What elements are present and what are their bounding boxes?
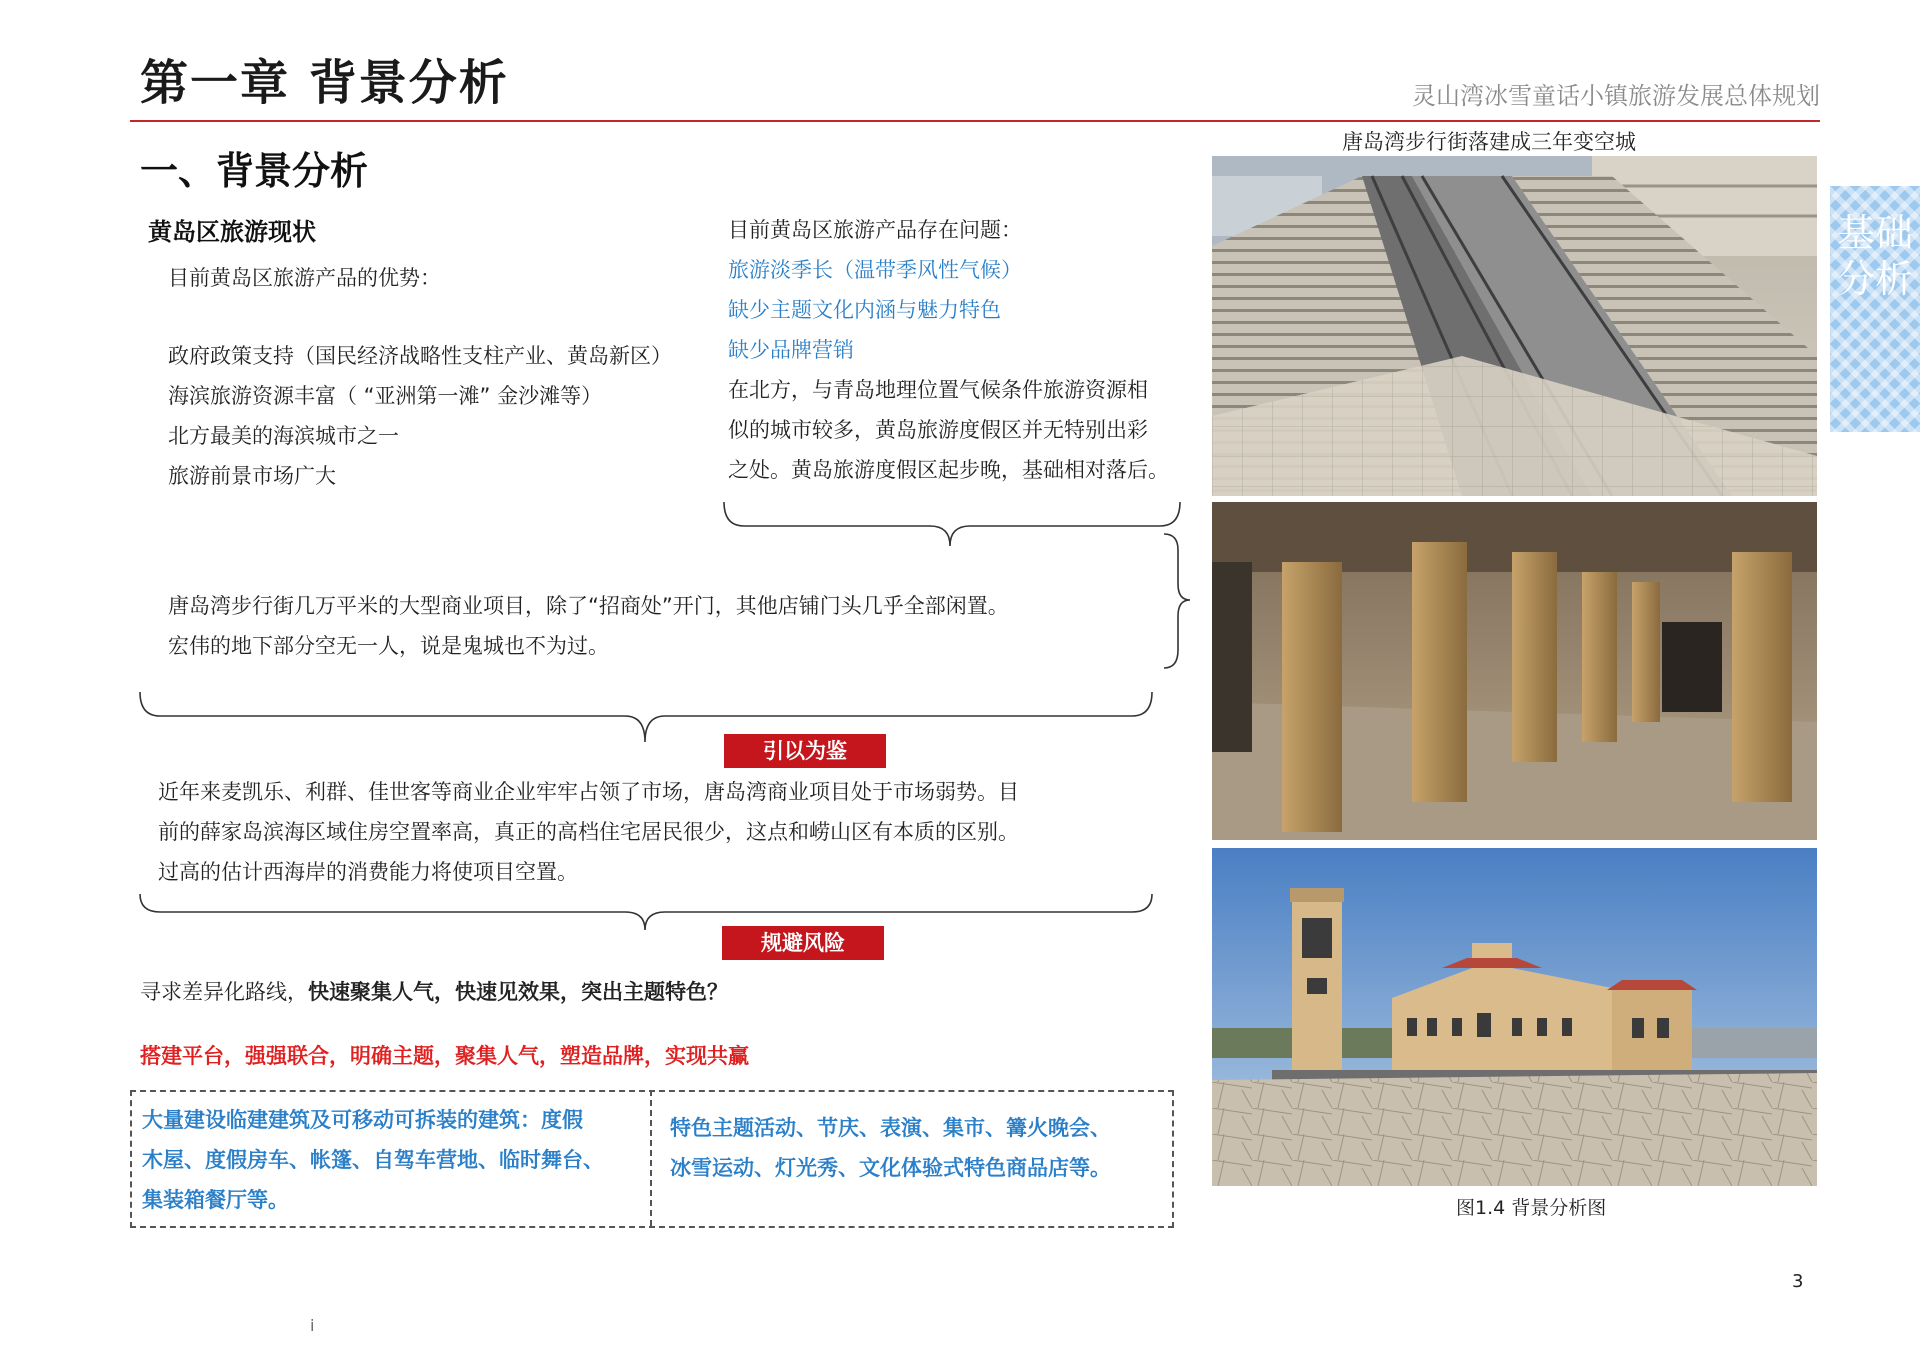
list-item: 旅游前景市场广大	[168, 464, 336, 488]
photo-caption-top: 唐岛湾步行街落建成三年变空城	[1342, 130, 1636, 154]
list-item: 北方最美的海滨城市之一	[168, 424, 399, 448]
measures-box-divider	[650, 1090, 652, 1226]
problem-item: 旅游淡季长（温带季风性气候）	[728, 258, 1022, 282]
problem-paragraph-line: 似的城市较多，黄岛旅游度假区并无特别出彩	[728, 418, 1148, 442]
measures-right	[670, 1108, 1111, 1188]
case-line: 唐岛湾步行街几万平米的大型商业项目，除了“招商处”开门，其他店铺门头几乎全部闲置。	[168, 594, 1009, 618]
chapter-title: 第一章 背景分析	[140, 55, 509, 111]
risk-tag: 规避风险	[722, 926, 884, 960]
lesson-line: 过高的估计西海岸的消费能力将使项目空置。	[158, 860, 578, 884]
footer-mark: i	[310, 1316, 315, 1335]
tourism-status-heading: 黄岛区旅游现状	[148, 218, 316, 246]
risk-question	[140, 972, 728, 1012]
photo-colonnade	[1212, 502, 1817, 840]
risk-question-prefix: 寻求差异化路线，	[140, 980, 308, 1004]
measures-left-line: 木屋、度假房车、帐篷、自驾车营地、临时舞台、	[142, 1148, 604, 1172]
section-title: 一、背景分析	[140, 149, 369, 193]
problem-item: 缺少品牌营销	[728, 338, 854, 362]
measures-right-line: 冰雪运动、灯光秀、文化体验式特色商品店等。	[670, 1156, 1111, 1180]
figure-caption: 图1.4 背景分析图	[1456, 1197, 1607, 1219]
measures-left	[142, 1100, 604, 1220]
document-title: 灵山湾冰雪童话小镇旅游发展总体规划	[1412, 82, 1820, 110]
lesson-line: 前的薛家岛滨海区域住房空置率高，真正的高档住宅居民很少，这点和崂山区有本质的区别。	[158, 820, 1019, 844]
problem-paragraph-line: 在北方，与青岛地理位置气候条件旅游资源相	[728, 378, 1148, 402]
measures-left-line: 集装箱餐厅等。	[142, 1188, 289, 1212]
problem-item: 缺少主题文化内涵与魅力特色	[728, 298, 1001, 322]
case-line: 宏伟的地下部分空无一人，说是鬼城也不为过。	[168, 634, 609, 658]
page-number: 3	[1792, 1271, 1804, 1292]
list-item: 政府政策支持（国民经济战略性支柱产业、黄岛新区）	[168, 344, 672, 368]
lesson-line: 近年来麦凯乐、利群、佳世客等商业企业牢牢占领了市场，唐岛湾商业项目处于市场弱势。目	[158, 780, 1019, 804]
brace-right	[1164, 534, 1190, 668]
problems-intro: 目前黄岛区旅游产品存在问题：	[728, 218, 1022, 242]
brace-lesson	[140, 894, 1152, 930]
photo-building	[1212, 848, 1817, 1186]
brace-case	[140, 692, 1152, 742]
problem-paragraph-line: 之处。黄岛旅游度假区起步晚，基础相对落后。	[728, 458, 1169, 482]
advantages-intro: 目前黄岛区旅游产品的优势：	[168, 266, 441, 290]
measures-right-line: 特色主题活动、节庆、表演、集市、篝火晚会、	[670, 1116, 1111, 1140]
brace-problems	[724, 502, 1180, 546]
photo-escalator	[1212, 156, 1817, 496]
lesson-tag: 引以为鉴	[724, 734, 886, 768]
risk-question-emphasis: 快速聚集人气，快速见效果，突出主题特色？	[308, 980, 728, 1004]
lesson-block	[158, 772, 1019, 892]
list-item: 海滨旅游资源丰富（ “亚洲第一滩” 金沙滩等）	[168, 384, 603, 408]
measures-left-line: 大量建设临建建筑及可移动可拆装的建筑：度假	[142, 1108, 583, 1132]
strategy-line: 搭建平台，强强联合，明确主题，聚集人气，塑造品牌，实现共赢	[140, 1044, 749, 1068]
side-tab-label: 基础分析	[1836, 211, 1913, 301]
case-block	[168, 586, 1009, 666]
